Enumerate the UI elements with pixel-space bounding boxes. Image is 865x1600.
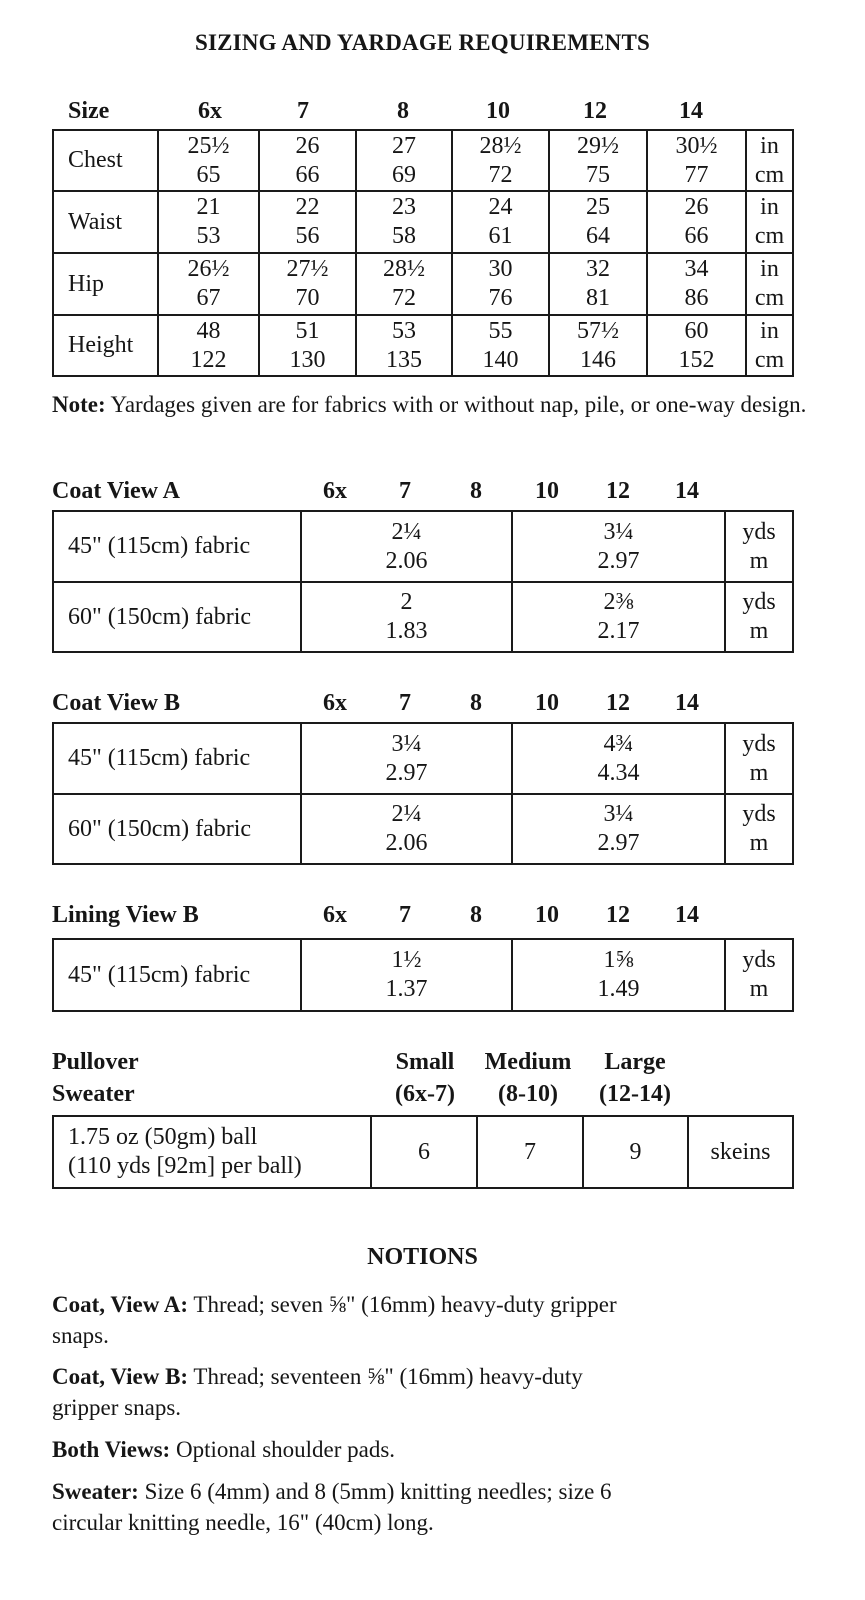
sweater-col-large: Large (12-14): [599, 1049, 671, 1107]
cell-14: 26 66: [647, 191, 746, 253]
unit-cell: in cm: [746, 130, 793, 191]
notion-label: Both Views:: [52, 1437, 171, 1462]
cell-7: 27½ 70: [259, 253, 356, 315]
coat-a-size-12: 12: [606, 478, 630, 504]
coat-a-size-10: 10: [535, 478, 559, 504]
unit-cell: in cm: [746, 253, 793, 315]
unit-cell: yds m: [725, 582, 793, 652]
lining-b-table: [52, 938, 794, 1012]
size-col-12: 12: [583, 98, 607, 124]
cell-7: 22 56: [259, 191, 356, 253]
coat-b-size-6x: 6x: [323, 690, 347, 716]
note-label: Note:: [52, 392, 106, 417]
sizing-row-height: [53, 315, 793, 376]
unit-cell: skeins: [688, 1116, 793, 1188]
notion-item-sweater: Sweater: Size 6 (4mm) and 8 (5mm) knitting needles; size 6 circular knitting needle, 16" (40cm) long.: [52, 1479, 612, 1535]
coat-a-table: [52, 510, 794, 653]
coat-a-row: [53, 582, 793, 652]
lining-b-size-7: 7: [399, 902, 411, 928]
size-col-7: 7: [297, 98, 309, 124]
small-value: 6: [371, 1116, 477, 1188]
coat-b-size-10: 10: [535, 690, 559, 716]
unit-cell: in cm: [746, 191, 793, 253]
coat-b-row: [53, 794, 793, 864]
coat-a-size-6x: 6x: [323, 478, 347, 504]
medium-value: 7: [477, 1116, 583, 1188]
coat-b-size-14: 14: [675, 690, 699, 716]
cell-10: 30 76: [452, 253, 549, 315]
unit-cell: yds m: [725, 723, 793, 794]
cell-10: 24 61: [452, 191, 549, 253]
group-small-cell: 3¼ 2.97: [301, 723, 512, 794]
group-large-cell: 1⅝ 1.49: [512, 939, 725, 1011]
sizing-row-waist: [53, 191, 793, 253]
cell-7: 51 130: [259, 315, 356, 376]
lining-b-size-10: 10: [535, 902, 559, 928]
large-value: 9: [583, 1116, 688, 1188]
coat-a-size-14: 14: [675, 478, 699, 504]
notions-title: NOTIONS: [367, 1244, 478, 1270]
coat-b-size-12: 12: [606, 690, 630, 716]
page-title: SIZING AND YARDAGE REQUIREMENTS: [194, 30, 650, 55]
fabric-label: 60" (150cm) fabric: [53, 582, 301, 652]
notion-label: Coat, View A:: [52, 1292, 189, 1317]
coat-a-title: Coat View A: [52, 478, 180, 504]
cell-8: 23 58: [356, 191, 452, 253]
cell-10: 28½ 72: [452, 130, 549, 191]
group-small-cell: 2¼ 2.06: [301, 511, 512, 582]
cell-8: 28½ 72: [356, 253, 452, 315]
lining-b-size-6x: 6x: [323, 902, 347, 928]
unit-cell: yds m: [725, 939, 793, 1011]
group-large-cell: 3¼ 2.97: [512, 511, 725, 582]
row-label: Hip: [53, 253, 158, 315]
notion-item-coat-b: Coat, View B: Thread; seventeen ⅝" (16mm) heavy-duty gripper snaps.: [52, 1364, 583, 1420]
size-header-label: Size: [68, 98, 110, 124]
fabric-label: 60" (150cm) fabric: [53, 794, 301, 864]
cell-6x: 26½ 67: [158, 253, 259, 315]
notion-item-coat-a: Coat, View A: Thread; seven ⅝" (16mm) heavy-duty gripper snaps.: [52, 1292, 617, 1348]
notion-item-both-views: Both Views: Optional shoulder pads.: [52, 1437, 396, 1462]
cell-6x: 21 53: [158, 191, 259, 253]
yarn-description: 1.75 oz (50gm) ball (110 yds [92m] per ball): [53, 1116, 371, 1188]
group-small-cell: 1½ 1.37: [301, 939, 512, 1011]
coat-b-size-7: 7: [399, 690, 411, 716]
cell-14: 30½ 77: [647, 130, 746, 191]
fabric-label: 45" (115cm) fabric: [53, 511, 301, 582]
cell-14: 60 152: [647, 315, 746, 376]
cell-6x: 25½ 65: [158, 130, 259, 191]
size-col-8: 8: [397, 98, 409, 124]
unit-cell: yds m: [725, 794, 793, 864]
coat-b-row: [53, 723, 793, 794]
coat-b-title: Coat View B: [52, 690, 180, 716]
group-large-cell: 4¾ 4.34: [512, 723, 725, 794]
row-label: Chest: [53, 130, 158, 191]
lining-b-row: [53, 939, 793, 1011]
coat-b-size-8: 8: [470, 690, 482, 716]
notion-label: Sweater:: [52, 1479, 139, 1504]
size-col-14: 14: [679, 98, 703, 124]
unit-cell: in cm: [746, 315, 793, 376]
notion-label: Coat, View B:: [52, 1364, 189, 1389]
lining-b-title: Lining View B: [52, 902, 199, 928]
sizing-row-chest: [53, 130, 793, 191]
fabric-label: 45" (115cm) fabric: [53, 939, 301, 1011]
cell-7: 26 66: [259, 130, 356, 191]
size-col-10: 10: [486, 98, 510, 124]
lining-b-size-8: 8: [470, 902, 482, 928]
sweater-col-medium: Medium (8-10): [484, 1049, 572, 1107]
note-text: Yardages given are for fabrics with or without nap, pile, or one-way design.: [105, 392, 807, 417]
cell-8: 27 69: [356, 130, 452, 191]
size-col-6x: 6x: [198, 98, 222, 124]
sweater-col-small: Small (6x-7): [395, 1049, 455, 1107]
sweater-row: [53, 1116, 793, 1188]
group-large-cell: 2⅜ 2.17: [512, 582, 725, 652]
cell-12: 29½ 75: [549, 130, 647, 191]
lining-b-size-12: 12: [606, 902, 630, 928]
cell-12: 57½ 146: [549, 315, 647, 376]
coat-a-size-7: 7: [399, 478, 411, 504]
sweater-table: [52, 1115, 794, 1189]
cell-12: 25 64: [549, 191, 647, 253]
group-small-cell: 2¼ 2.06: [301, 794, 512, 864]
lining-b-size-14: 14: [675, 902, 699, 928]
row-label: Waist: [53, 191, 158, 253]
group-small-cell: 2 1.83: [301, 582, 512, 652]
cell-8: 53 135: [356, 315, 452, 376]
group-large-cell: 3¼ 2.97: [512, 794, 725, 864]
sweater-title: Pullover Sweater: [52, 1049, 139, 1107]
coat-a-row: [53, 511, 793, 582]
note-paragraph: [52, 389, 812, 420]
cell-12: 32 81: [549, 253, 647, 315]
row-label: Height: [53, 315, 158, 376]
sizing-table: [52, 129, 794, 377]
coat-a-size-8: 8: [470, 478, 482, 504]
fabric-label: 45" (115cm) fabric: [53, 723, 301, 794]
coat-b-table: [52, 722, 794, 865]
cell-10: 55 140: [452, 315, 549, 376]
unit-cell: yds m: [725, 511, 793, 582]
sizing-row-hip: [53, 253, 793, 315]
cell-14: 34 86: [647, 253, 746, 315]
cell-6x: 48 122: [158, 315, 259, 376]
